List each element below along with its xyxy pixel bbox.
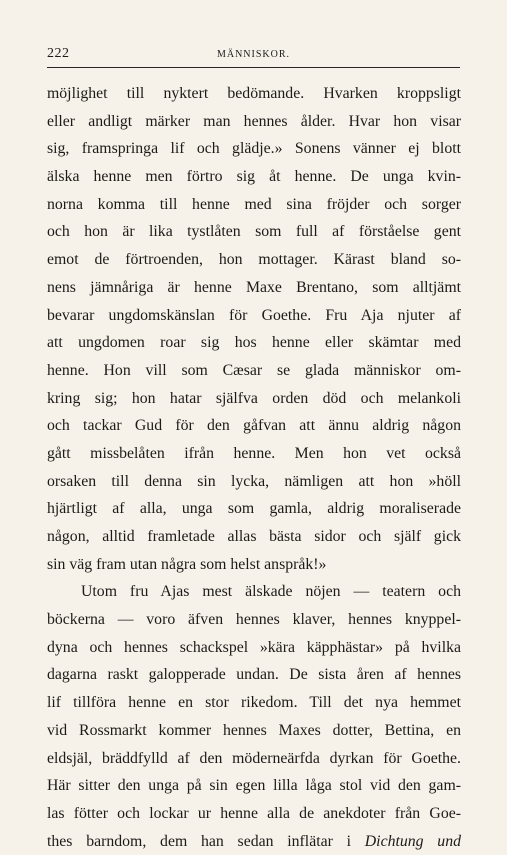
text-line: henne. Hon vill som Cæsar se glada människor om-	[47, 361, 461, 379]
text-line: las fötter och lockar ur henne alla de anekdoter från Goe-	[47, 804, 461, 822]
text-line: böckerna — voro äfven hennes klaver, hennes knyppel-	[47, 611, 461, 629]
text-line: orsaken till denna sin lycka, nämligen att hon »höll	[47, 472, 461, 490]
text-line: möjlighet till nyktert bedömande. Hvarken kroppsligt	[47, 85, 461, 102]
italic-title: Dichtung und	[364, 832, 461, 850]
text-line: hjärtligt af alla, unga som gamla, aldrig moraliserade	[47, 500, 461, 518]
text-line: sin väg fram utan några som helst anspråk!»	[47, 555, 327, 573]
text-line: älska henne men förtro sig åt henne. De unga kvin-	[47, 168, 461, 186]
text-line: dyna och hennes schackspel »kära käpphästar» på hvilka	[47, 638, 461, 656]
text-line: kring sig; hon hatar själfva orden död och melankoli	[47, 389, 461, 407]
paragraph-start-line: Utom fru Ajas mest älskade nöjen — teatern och	[81, 583, 461, 601]
text-line: sig, framspringa lif och glädje.» Sonens vänner ej blott	[47, 140, 461, 158]
text-line: emot de förtroenden, hon mottager. Kärast bland so-	[47, 251, 461, 269]
text-line: norna komma till henne med sina fröjder och sorger	[47, 195, 461, 213]
body-text	[47, 80, 461, 855]
header-rule	[47, 67, 460, 68]
text-line: dagarna raskt galopperade undan. De sista åren af hennes	[47, 666, 461, 684]
text-line: och hon är lika tystlåten som full af förståelse gent	[47, 223, 461, 241]
text-line	[47, 828, 461, 855]
text-line: Här sitter den unga på sin egen lilla låga stol vid den gam-	[47, 777, 461, 795]
page-number: 222	[47, 46, 70, 61]
text-line: gått missbelåten ifrån henne. Men hon vet också	[47, 444, 461, 462]
text-line: vid Rossmarkt kommer hennes Maxes dotter, Bettina, en	[47, 721, 461, 739]
text-line: bevarar ungdomskänslan för Goethe. Fru Aja njuter af	[47, 306, 461, 324]
text-line: någon, alltid framletade allas bästa sidor och själf gick	[47, 528, 461, 545]
text-line: nens jämnåriga är henne Maxe Brentano, som alltjämt	[47, 278, 461, 296]
text-line: eller andligt märker man hennes ålder. Hvar hon visar	[47, 112, 461, 130]
text-line: lif tillföra henne en stor rikedom. Till det nya hemmet	[47, 694, 461, 712]
running-title: MÄNNISKOR.	[216, 49, 291, 60]
text-line: att ungdomen roar sig hos henne eller skämtar med	[47, 334, 461, 352]
text-line: och tackar Gud för den gåfvan att ännu aldrig någon	[47, 417, 461, 435]
page-header	[47, 46, 460, 66]
text-line-roman: thes barndom, dem han sedan inflätar i	[47, 832, 352, 850]
text-line: eldsjäl, bräddfylld af den möderneärfda dyrkan för Goethe.	[47, 749, 461, 767]
